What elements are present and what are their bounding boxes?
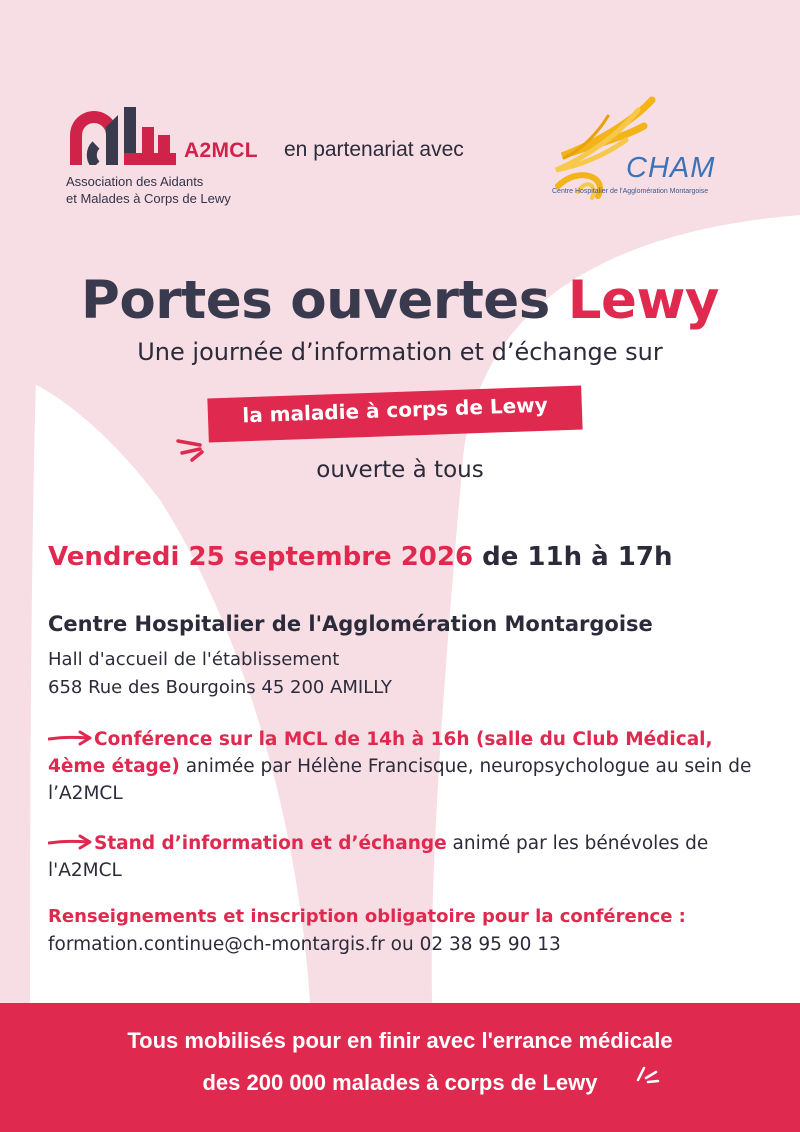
- title-accent: Lewy: [567, 270, 719, 331]
- ribbon-text: la maladie à corps de Lewy: [241, 392, 549, 428]
- footer-line1: Tous mobilisés pour en finir avec l'errance médicale: [127, 1028, 673, 1053]
- a2mcl-name: A2MCL: [184, 139, 258, 162]
- arrow-right-icon: [48, 730, 94, 746]
- stand-text: animé par les bénévoles de l'A2MCL: [48, 833, 709, 881]
- address-line2: 658 Rue des Bourgoins 45 200 AMILLY: [48, 677, 392, 698]
- partnership-text: en partenariat avec: [284, 138, 464, 161]
- page-subtitle: Une journée d’information et d’échange sur: [137, 338, 663, 366]
- info-contact[interactable]: formation.continue@ch-montargis.fr ou 02 38 95 90 13: [48, 934, 561, 955]
- event-address: [48, 646, 392, 702]
- event-time: de 11h à 17h: [473, 542, 673, 572]
- footer-line2: des 200 000 malades à corps de Lewy: [202, 1070, 598, 1095]
- page-title: [0, 270, 800, 331]
- cham-name: CHAM: [626, 152, 716, 184]
- event-venue: Centre Hospitalier de l'Agglomération Montargoise: [48, 612, 653, 636]
- open-to-all: ouverte à tous: [316, 457, 484, 483]
- arrow-right-icon: [48, 834, 94, 850]
- stand-highlight: Stand d’information et d’échange: [94, 833, 447, 854]
- list-item-conference: [48, 726, 768, 807]
- event-day: Vendredi 25 septembre 2026: [48, 542, 474, 572]
- conference-highlight: Conférence sur la MCL de 14h à 16h (salle du Club Médical, 4ème étage): [48, 729, 713, 777]
- a2mcl-subtitle: [66, 173, 231, 207]
- cham-subtitle: Centre Hospitalier de l'Agglomération Montargoise: [552, 188, 709, 195]
- footer-banner: [0, 1003, 800, 1132]
- a2mcl-logo: [66, 107, 178, 165]
- address-line1: Hall d'accueil de l'établissement: [48, 649, 340, 670]
- info-heading: Renseignements et inscription obligatoire pour la conférence :: [48, 906, 686, 927]
- list-item-stand: [48, 830, 768, 884]
- conference-text: animée par Hélène Francisque, neuropsychologue au sein de l’A2MCL: [48, 756, 752, 804]
- a2mcl-subtitle-line1: Association des Aidants: [66, 174, 204, 189]
- title-main: Portes ouvertes: [81, 270, 568, 331]
- spark-icon: [634, 1064, 660, 1084]
- event-date: [48, 542, 672, 572]
- a2mcl-subtitle-line2: et Malades à Corps de Lewy: [66, 191, 231, 206]
